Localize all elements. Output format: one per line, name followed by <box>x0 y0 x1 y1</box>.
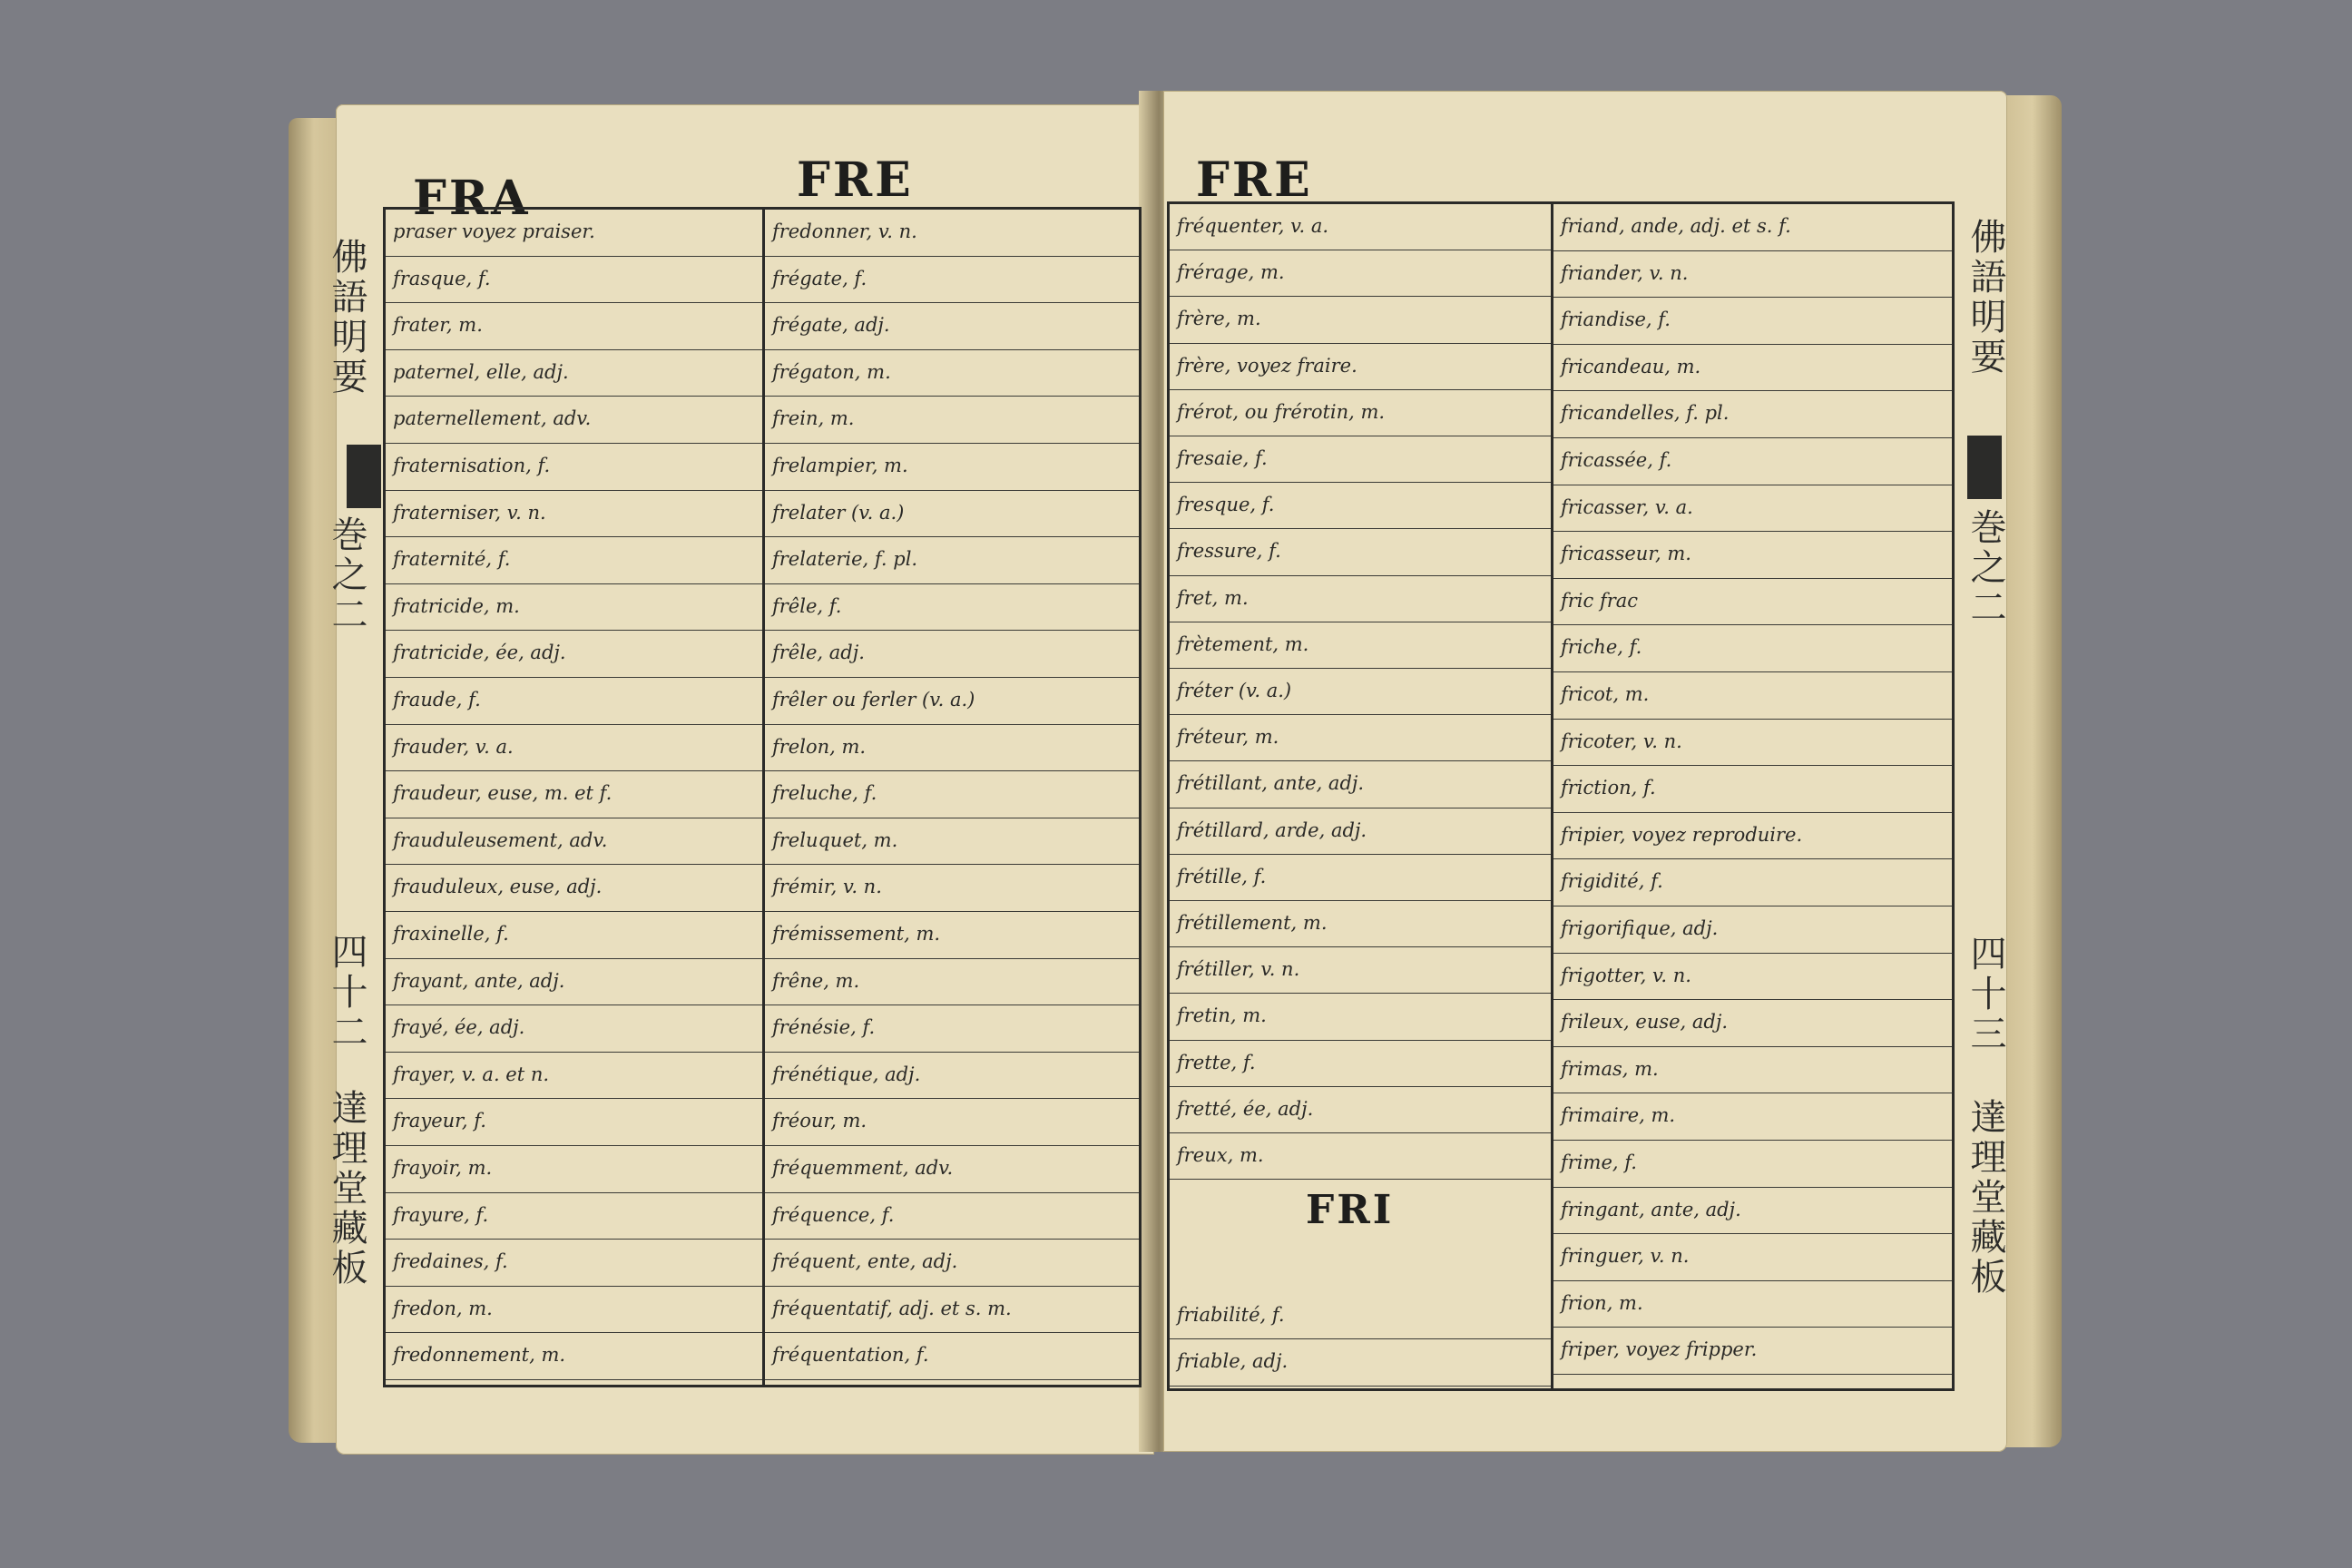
dictionary-row <box>386 1193 762 1240</box>
dictionary-row <box>386 584 762 632</box>
dictionary-entry: fretin, m. <box>1177 1004 1267 1027</box>
dictionary-entry: frégate, f. <box>772 267 867 289</box>
dictionary-entry: frêler ou ferler (v. a.) <box>772 689 975 710</box>
dictionary-row <box>1553 1000 1952 1047</box>
dictionary-entry: frigotter, v. n. <box>1561 964 1691 986</box>
dictionary-entry: frètement, m. <box>1177 632 1309 655</box>
dictionary-entry: frein, m. <box>772 407 855 430</box>
dictionary-entry: frémir, v. n. <box>772 876 882 898</box>
dictionary-entry: frère, m. <box>1177 308 1261 330</box>
dictionary-entry: frétillement, m. <box>1177 912 1328 934</box>
dictionary-row <box>386 1053 762 1100</box>
dictionary-entry: frette, f. <box>1177 1051 1256 1073</box>
dictionary-entry: fricandeau, m. <box>1561 355 1701 377</box>
right-margin-folio: 四十三 <box>1965 935 2006 1054</box>
dictionary-entry: frigorifique, adj. <box>1561 917 1719 939</box>
dictionary-row <box>1553 813 1952 860</box>
right-page-frame <box>1167 201 1955 1391</box>
dictionary-row <box>765 959 1139 1006</box>
left-headword-2: FRE <box>797 152 914 208</box>
dictionary-row <box>1170 1293 1551 1339</box>
dictionary-row <box>1553 1093 1952 1141</box>
dictionary-entry: frayé, ée, adj. <box>393 1016 525 1039</box>
dictionary-row <box>1553 859 1952 906</box>
dictionary-entry: fricassée, f. <box>1561 449 1672 471</box>
dictionary-entry: fringuer, v. n. <box>1561 1245 1690 1268</box>
dictionary-entry: frénésie, f. <box>772 1016 876 1039</box>
dictionary-entry: fric frac <box>1561 589 1639 612</box>
dictionary-entry: fréquentatif, adj. et s. m. <box>772 1297 1012 1319</box>
dictionary-row <box>1170 529 1551 575</box>
dictionary-entry: fratricide, ée, adj. <box>393 642 566 664</box>
dictionary-row <box>765 631 1139 678</box>
dictionary-row <box>1553 1234 1952 1281</box>
dictionary-entry: fréquentation, f. <box>772 1344 929 1367</box>
dictionary-row <box>1170 855 1551 901</box>
dictionary-row <box>386 350 762 397</box>
dictionary-row <box>1170 669 1551 715</box>
dictionary-row <box>1170 390 1551 436</box>
dictionary-row <box>1170 947 1551 994</box>
dictionary-entry: frimas, m. <box>1561 1057 1659 1080</box>
dictionary-row <box>1170 994 1551 1040</box>
dictionary-entry: freux, m. <box>1177 1144 1264 1166</box>
dictionary-entry: paternel, elle, adj. <box>393 360 569 383</box>
dictionary-entry: fredaines, f. <box>393 1250 508 1273</box>
dictionary-entry: frérot, ou frérotin, m. <box>1177 400 1386 423</box>
dictionary-row <box>1170 204 1551 250</box>
dictionary-row <box>1553 672 1952 720</box>
dictionary-entry: fraxinelle, f. <box>393 923 509 945</box>
dictionary-entry: fredon, m. <box>393 1297 493 1319</box>
dictionary-entry: fratricide, m. <box>393 594 520 617</box>
left-headword-1: FRA <box>413 171 531 226</box>
dictionary-row <box>386 865 762 912</box>
dictionary-row <box>386 210 762 257</box>
dictionary-entry: fressure, f. <box>1177 540 1281 563</box>
dictionary-row <box>1170 622 1551 669</box>
dictionary-entry: frayant, ante, adj. <box>393 969 565 992</box>
dictionary-row <box>386 912 762 959</box>
dictionary-row <box>1553 345 1952 392</box>
dictionary-entry: friander, v. n. <box>1561 261 1689 284</box>
dictionary-row <box>765 865 1139 912</box>
dictionary-entry: fresaie, f. <box>1177 447 1268 469</box>
dictionary-row <box>1553 298 1952 345</box>
left-page-frame <box>383 207 1142 1387</box>
dictionary-row <box>1553 1281 1952 1328</box>
left-margin-title: 佛語明要 <box>326 238 368 397</box>
dictionary-row <box>765 1333 1139 1380</box>
right-margin-publisher: 達理堂藏板 <box>1965 1098 2006 1298</box>
right-subheading: FRI <box>1306 1187 1395 1234</box>
dictionary-row <box>386 491 762 538</box>
dictionary-row <box>1170 297 1551 343</box>
dictionary-row <box>765 1053 1139 1100</box>
dictionary-row <box>1170 808 1551 855</box>
dictionary-entry: frénétique, adj. <box>772 1063 921 1085</box>
dictionary-entry: frère, voyez fraire. <box>1177 354 1357 377</box>
dictionary-entry: frater, m. <box>393 314 483 337</box>
dictionary-row <box>1553 579 1952 626</box>
dictionary-row <box>1553 1141 1952 1188</box>
dictionary-row <box>386 771 762 818</box>
dictionary-entry: friand, ande, adj. et s. f. <box>1561 215 1791 237</box>
left-margin-marker <box>347 445 381 508</box>
dictionary-row <box>386 725 762 772</box>
dictionary-entry: frauduleux, euse, adj. <box>393 876 603 898</box>
dictionary-row <box>1170 761 1551 808</box>
dictionary-entry: frêne, m. <box>772 969 860 992</box>
left-margin-volume: 巻之二 <box>326 515 368 635</box>
dictionary-row <box>386 1146 762 1193</box>
dictionary-row <box>386 1099 762 1146</box>
dictionary-entry: frileux, euse, adj. <box>1561 1011 1729 1034</box>
dictionary-entry: frion, m. <box>1561 1291 1643 1314</box>
dictionary-row <box>765 1146 1139 1193</box>
dictionary-entry: frégate, adj. <box>772 314 890 337</box>
dictionary-entry: frérage, m. <box>1177 261 1285 284</box>
dictionary-entry: frégaton, m. <box>772 360 891 383</box>
dictionary-entry: fréour, m. <box>772 1110 867 1132</box>
dictionary-row <box>765 350 1139 397</box>
dictionary-row <box>386 257 762 304</box>
dictionary-entry: praser voyez praiser. <box>393 220 595 242</box>
dictionary-entry: fréquenter, v. a. <box>1177 215 1329 237</box>
dictionary-row <box>765 444 1139 491</box>
dictionary-row <box>1553 391 1952 438</box>
dictionary-entry: fredonnement, m. <box>393 1344 566 1367</box>
dictionary-entry: friabilité, f. <box>1177 1304 1285 1327</box>
dictionary-entry: frasque, f. <box>393 267 491 289</box>
dictionary-row <box>765 1240 1139 1287</box>
dictionary-row <box>1553 485 1952 533</box>
dictionary-row <box>1170 1339 1551 1386</box>
dictionary-row <box>1553 766 1952 813</box>
dictionary-entry: fringant, ante, adj. <box>1561 1198 1741 1220</box>
left-margin-folio: 四十二 <box>326 933 368 1053</box>
dictionary-row <box>765 678 1139 725</box>
left-margin-publisher: 達理堂藏板 <box>326 1089 368 1289</box>
dictionary-row <box>1170 344 1551 390</box>
dictionary-entry: friandise, f. <box>1561 309 1671 331</box>
left-column-1 <box>386 210 762 1385</box>
dictionary-entry: frauduleusement, adv. <box>393 828 608 851</box>
dictionary-row <box>765 1287 1139 1334</box>
dictionary-entry: frelampier, m. <box>772 455 908 476</box>
dictionary-row <box>386 444 762 491</box>
right-headword: FRE <box>1196 152 1313 208</box>
dictionary-row <box>386 818 762 866</box>
dictionary-row <box>1553 438 1952 485</box>
dictionary-entry: fresque, f. <box>1177 494 1275 516</box>
dictionary-row <box>1170 576 1551 622</box>
dictionary-entry: fréquence, f. <box>772 1203 895 1226</box>
dictionary-row <box>1170 250 1551 297</box>
dictionary-row <box>1553 1047 1952 1094</box>
dictionary-entry: fricasser, v. a. <box>1561 495 1693 518</box>
dictionary-row <box>765 491 1139 538</box>
dictionary-entry: frétillant, ante, adj. <box>1177 772 1365 795</box>
dictionary-row <box>386 537 762 584</box>
dictionary-entry: fripier, voyez reproduire. <box>1561 823 1803 846</box>
dictionary-row <box>386 959 762 1006</box>
dictionary-row <box>386 1005 762 1053</box>
dictionary-entry: fréteur, m. <box>1177 726 1279 749</box>
dictionary-row <box>1553 954 1952 1001</box>
dictionary-entry: fréter (v. a.) <box>1177 680 1292 701</box>
right-margin-marker <box>1967 436 2002 499</box>
dictionary-entry: frayure, f. <box>393 1203 489 1226</box>
dictionary-entry: frétillard, arde, adj. <box>1177 818 1367 841</box>
right-margin-volume: 巻之二 <box>1965 508 2006 628</box>
dictionary-entry: freluche, f. <box>772 782 877 805</box>
left-column-2 <box>765 210 1139 1385</box>
dictionary-entry: fricasseur, m. <box>1561 543 1691 565</box>
dictionary-entry: fricot, m. <box>1561 683 1650 705</box>
right-column-2 <box>1553 204 1952 1388</box>
dictionary-row <box>1170 483 1551 529</box>
dictionary-row <box>765 725 1139 772</box>
dictionary-entry: friable, adj. <box>1177 1350 1289 1373</box>
dictionary-row <box>765 1005 1139 1053</box>
dictionary-entry: frelater (v. a.) <box>772 501 905 524</box>
dictionary-entry: fraternité, f. <box>393 548 511 571</box>
dictionary-row <box>386 397 762 444</box>
dictionary-row <box>1553 204 1952 251</box>
dictionary-row <box>1170 1087 1551 1133</box>
dictionary-row <box>1170 1041 1551 1087</box>
dictionary-entry: friction, f. <box>1561 777 1656 799</box>
dictionary-entry: frémissement, m. <box>772 923 941 945</box>
dictionary-entry: frêle, adj. <box>772 642 865 664</box>
dictionary-row <box>386 303 762 350</box>
dictionary-entry: frigidité, f. <box>1561 870 1663 893</box>
dictionary-entry: fret, m. <box>1177 586 1249 609</box>
dictionary-row <box>1170 715 1551 761</box>
dictionary-entry: frayer, v. a. et n. <box>393 1063 550 1085</box>
dictionary-entry: friche, f. <box>1561 636 1642 659</box>
dictionary-row <box>386 1333 762 1380</box>
dictionary-entry: paternellement, adv. <box>393 407 592 430</box>
dictionary-entry: fraterniser, v. n. <box>393 501 546 524</box>
dictionary-row <box>765 771 1139 818</box>
dictionary-row <box>1553 1188 1952 1235</box>
dictionary-entry: frelaterie, f. pl. <box>772 548 918 571</box>
dictionary-entry: friper, voyez fripper. <box>1561 1338 1758 1361</box>
dictionary-entry: fraudeur, euse, m. et f. <box>393 782 612 805</box>
dictionary-entry: fricoter, v. n. <box>1561 730 1682 752</box>
dictionary-row <box>765 210 1139 257</box>
dictionary-row <box>386 1287 762 1334</box>
dictionary-row <box>386 1240 762 1287</box>
dictionary-row <box>1553 532 1952 579</box>
dictionary-entry: fricandelles, f. pl. <box>1561 402 1730 425</box>
dictionary-entry: frelon, m. <box>772 735 867 758</box>
dictionary-entry: fréquemment, adv. <box>772 1157 954 1179</box>
dictionary-entry: frêle, f. <box>772 594 842 617</box>
dictionary-row <box>765 584 1139 632</box>
right-margin-title: 佛語明要 <box>1965 218 2006 377</box>
right-column-1 <box>1170 204 1551 1388</box>
dictionary-entry: frétiller, v. n. <box>1177 958 1300 981</box>
dictionary-row <box>386 678 762 725</box>
dictionary-entry: fredonner, v. n. <box>772 220 917 242</box>
dictionary-row <box>386 631 762 678</box>
dictionary-entry: frauder, v. a. <box>393 735 514 758</box>
dictionary-row <box>1170 901 1551 947</box>
dictionary-row <box>765 1193 1139 1240</box>
dictionary-row <box>765 912 1139 959</box>
dictionary-entry: fréquent, ente, adj. <box>772 1250 958 1273</box>
dictionary-entry: fraude, f. <box>393 689 481 710</box>
dictionary-row <box>1553 720 1952 767</box>
dictionary-entry: fretté, ée, adj. <box>1177 1097 1314 1120</box>
dictionary-row <box>1553 625 1952 672</box>
dictionary-row <box>1553 1328 1952 1375</box>
dictionary-entry: freluquet, m. <box>772 828 898 851</box>
dictionary-row <box>765 537 1139 584</box>
dictionary-row <box>1170 1133 1551 1180</box>
dictionary-row <box>1170 436 1551 483</box>
dictionary-entry: frayoir, m. <box>393 1157 493 1179</box>
dictionary-row <box>1553 251 1952 299</box>
dictionary-row <box>765 818 1139 866</box>
dictionary-row <box>765 1099 1139 1146</box>
dictionary-row <box>765 397 1139 444</box>
dictionary-entry: frayeur, f. <box>393 1110 486 1132</box>
dictionary-entry: frétille, f. <box>1177 865 1267 887</box>
dictionary-row <box>765 303 1139 350</box>
dictionary-row <box>765 257 1139 304</box>
dictionary-entry: frime, f. <box>1561 1152 1637 1173</box>
dictionary-row <box>1553 906 1952 954</box>
dictionary-entry: fraternisation, f. <box>393 455 551 476</box>
dictionary-entry: frimaire, m. <box>1561 1104 1676 1127</box>
